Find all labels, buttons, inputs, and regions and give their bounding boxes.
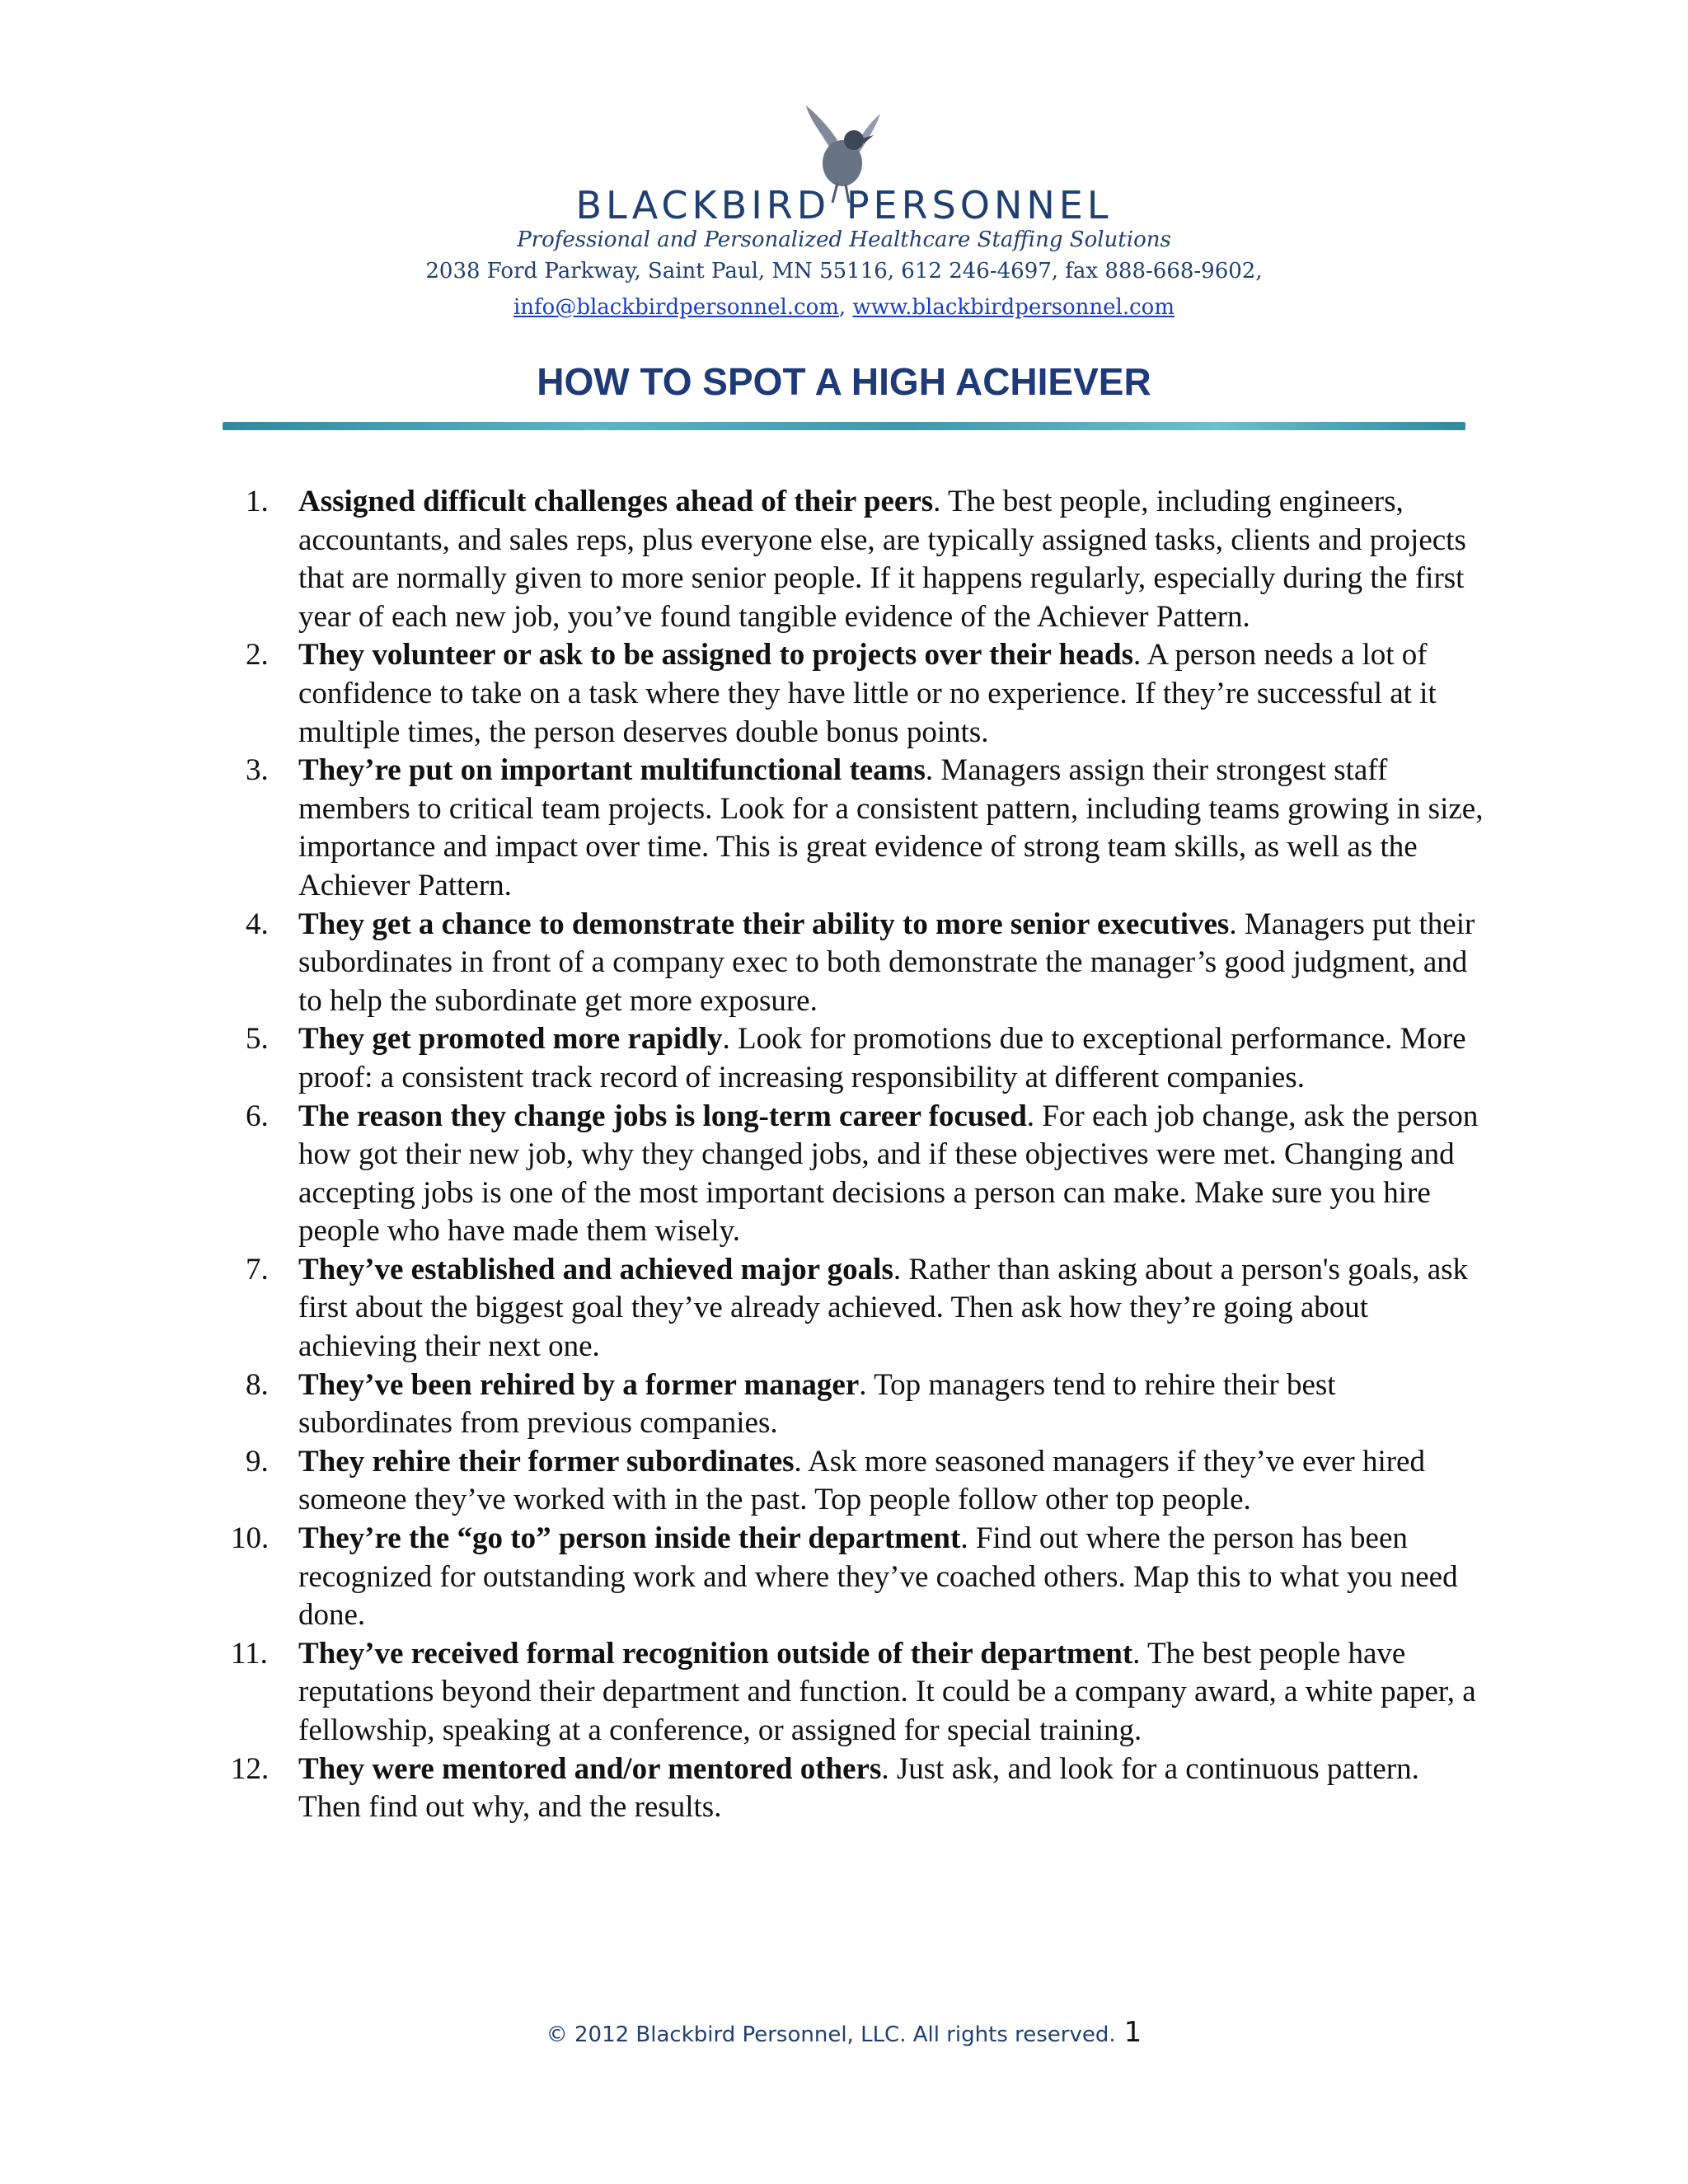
list-item <box>0 1443 1485 1520</box>
item-text: . Ask more seasoned managers if they’ve ever hired someone they’ve worked with in the past. Top people follow other top people. <box>298 1444 1425 1517</box>
list-item <box>0 906 1485 1021</box>
item-lead: They volunteer or ask to be assigned to projects over their heads <box>298 638 1134 673</box>
list-item <box>0 1750 1485 1827</box>
item-number: 8. <box>246 1367 269 1402</box>
list-item <box>0 752 1485 905</box>
item-text: . Top managers tend to rehire their best subordinates from previous companies. <box>298 1367 1336 1441</box>
item-text: . Managers put their subordinates in front of a company exec to both demonstrate the manager’s good judgment, and to help the subordinate get more exposure. <box>298 907 1475 1018</box>
list-item <box>0 1020 1485 1097</box>
item-number: 5. <box>246 1022 269 1057</box>
document-title: HOW TO SPOT A HIGH ACHIEVER <box>537 360 1151 403</box>
copyright-text: © 2012 Blackbird Personnel, LLC. All rights reserved. <box>546 2022 1116 2047</box>
item-text: . Find out where the person has been recognized for outstanding work and where they’ve coached others. Map this to what you need done. <box>298 1521 1458 1633</box>
item-lead: They’ve established and achieved major goals <box>298 1252 893 1286</box>
list-item <box>0 1098 1485 1251</box>
item-text: . The best people have reputations beyond their department and function. It could be a company award, a white paper, a fellowship, speaking at a conference, or assigned for special training. <box>298 1636 1476 1747</box>
item-number: 2. <box>246 638 269 673</box>
item-text: . Just ask, and look for a continuous pattern. Then find out why, and the results. <box>298 1751 1419 1825</box>
list-item <box>0 483 1485 636</box>
website-link[interactable]: www.blackbirdpersonnel.com <box>852 295 1175 320</box>
link-separator: , <box>838 295 846 320</box>
item-number: 7. <box>246 1252 269 1286</box>
item-lead: They get promoted more rapidly <box>298 1022 723 1057</box>
item-text: . Managers assign their strongest staff members to critical team projects. Look for a consistent pattern, including teams growing in size, importance and impact over time. This is great evidence of strong team skills, as well as the Achiever Pattern. <box>298 753 1484 902</box>
item-lead: They’re the “go to” person inside their department <box>298 1521 961 1556</box>
item-text: . For each job change, ask the person how got their new job, why they changed jobs, and if these objectives were met. Changing and accepting jobs is one of the most important decisions a person can make. Make sure you hire people who have made them wisely. <box>298 1099 1479 1249</box>
item-lead: The reason they change jobs is long-term career focused <box>298 1099 1027 1133</box>
item-text: . Rather than asking about a person's goals, ask first about the biggest goal they’ve already achieved. Then ask how they’re going about achieving their next one. <box>298 1252 1469 1364</box>
list-item <box>0 1366 1485 1443</box>
item-text: . The best people, including engineers, accountants, and sales reps, plus everyone else, are typically assigned tasks, clients and projects that are normally given to more senior people. If it happens regularly, especially during the first year of each new job, you’ve found tangible evidence of the Achiever Pattern. <box>298 485 1466 634</box>
item-number: 3. <box>246 753 269 788</box>
item-text: . A person needs a lot of confidence to take on a task where they have little or no experience. If they’re successful at it multiple times, the person deserves double bonus points. <box>298 638 1437 749</box>
item-lead: They’re put on important multifunctional teams <box>298 753 926 788</box>
page-number: 1 <box>1123 2016 1142 2049</box>
item-number: 11. <box>231 1636 268 1671</box>
item-number: 10. <box>231 1521 270 1556</box>
contact-links <box>0 295 1688 320</box>
list-item <box>0 636 1485 752</box>
item-lead: They rehire their former subordinates <box>298 1444 795 1479</box>
item-number: 12. <box>231 1751 270 1786</box>
title-divider <box>223 422 1465 430</box>
item-text: . Look for promotions due to exceptional performance. More proof: a consistent track record of increasing responsibility at different companies. <box>298 1022 1466 1094</box>
item-lead: They get a chance to demonstrate their ability to more senior executives <box>298 907 1230 941</box>
email-link[interactable]: info@blackbirdpersonnel.com <box>513 295 839 320</box>
item-lead: They’ve been rehired by a former manager <box>298 1367 860 1402</box>
item-lead: They’ve received formal recognition outside of their department <box>298 1636 1133 1671</box>
list-item <box>0 1251 1485 1366</box>
company-name: BLACKBIRD PERSONNEL <box>575 183 1113 227</box>
item-number: 4. <box>246 907 269 941</box>
item-number: 1. <box>246 485 269 518</box>
item-number: 6. <box>246 1099 269 1133</box>
item-lead: They were mentored and/or mentored others <box>298 1751 882 1786</box>
achiever-list <box>0 483 1688 1827</box>
item-lead: Assigned difficult challenges ahead of their peers <box>298 485 934 518</box>
company-address: 2038 Ford Parkway, Saint Paul, MN 55116, 612 246-4697, fax 888-668-9602, <box>425 259 1263 284</box>
list-item <box>0 1520 1485 1635</box>
page-footer <box>0 2016 1688 2049</box>
company-tagline: Professional and Personalized Healthcare Staffing Solutions <box>517 227 1171 252</box>
item-number: 9. <box>246 1444 269 1479</box>
list-item <box>0 1635 1485 1750</box>
